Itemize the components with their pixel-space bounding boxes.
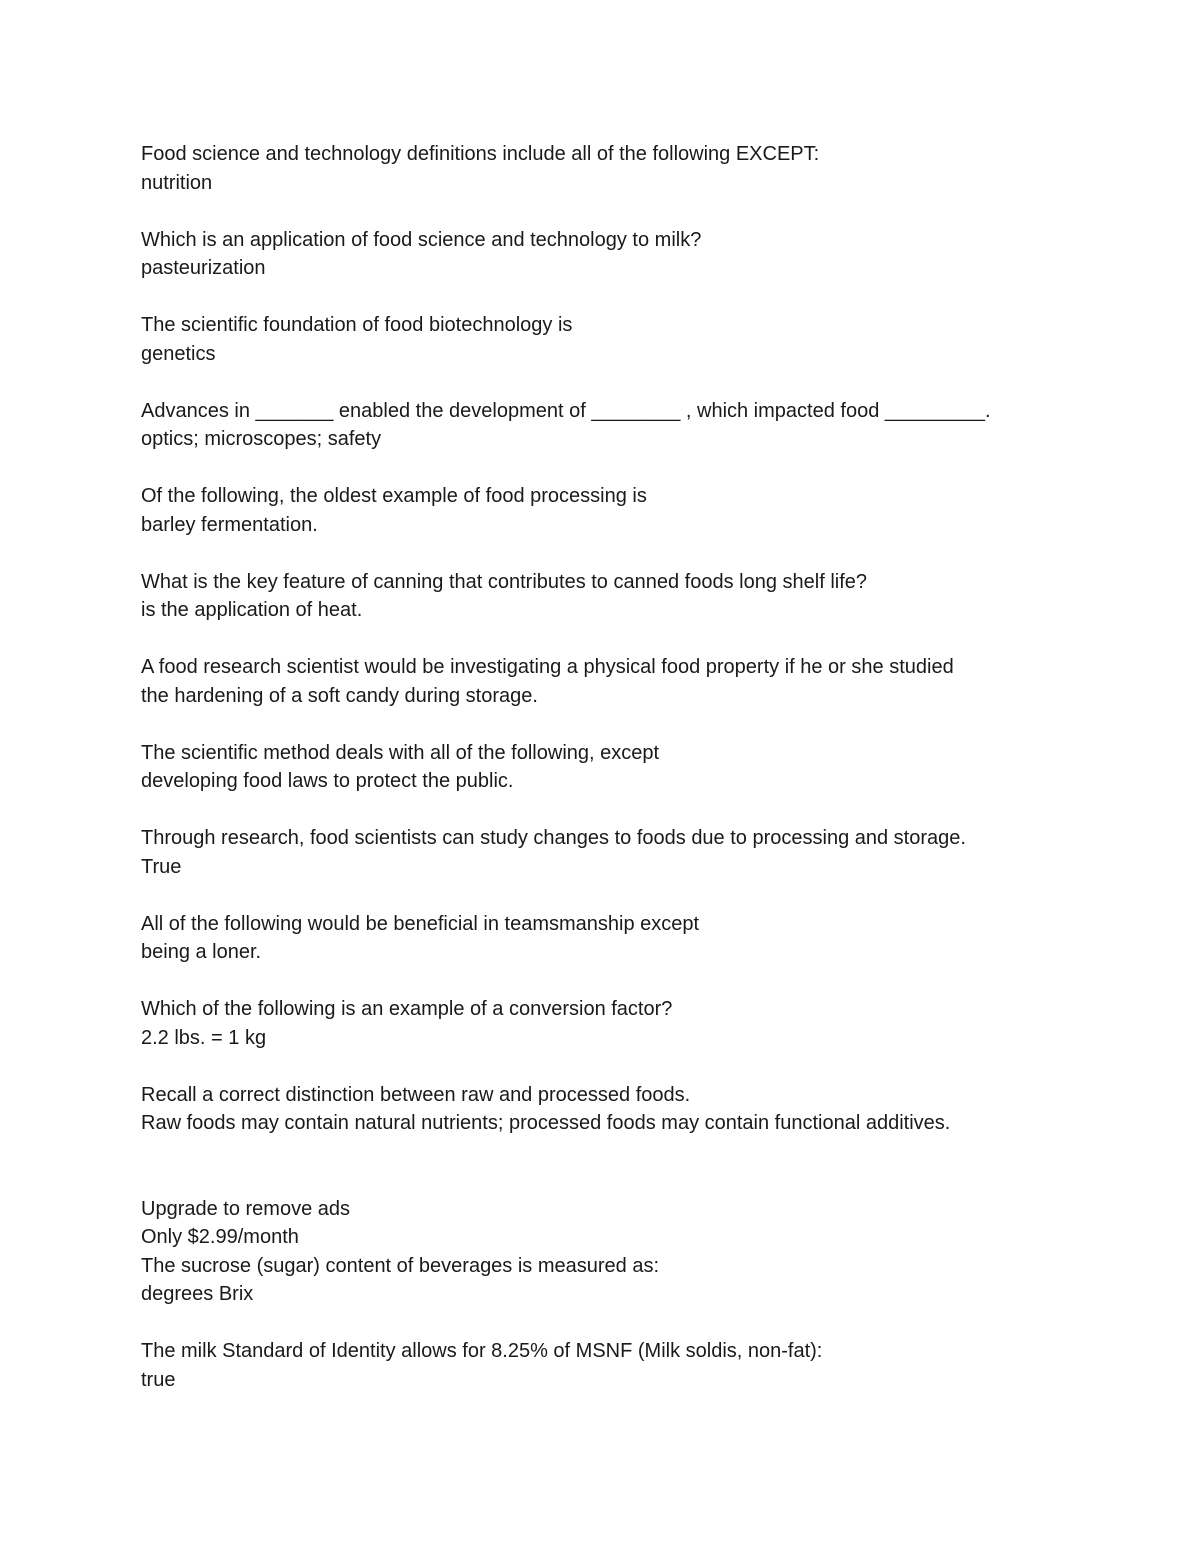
question-text: The scientific foundation of food biotechnology is xyxy=(141,314,573,336)
qa-item xyxy=(141,482,1141,539)
answer-text: degrees Brix xyxy=(141,1283,254,1305)
ad-section xyxy=(141,1166,1141,1394)
question-text: The scientific method deals with all of the following, except xyxy=(141,741,660,764)
answer-text: 2.2 lbs. = 1 kg xyxy=(141,1026,267,1049)
qa-item xyxy=(141,910,1141,967)
qa-item xyxy=(141,824,1141,881)
qa-item xyxy=(141,995,1141,1052)
qa-item xyxy=(141,1081,1141,1138)
answer-text: optics; microscopes; safety xyxy=(141,428,382,450)
qa-item xyxy=(141,739,1141,796)
qa-item xyxy=(141,397,1141,454)
question-text: Advances in _______ enabled the development of ________ , which impacted food _________. xyxy=(141,399,991,422)
answer-text: barley fermentation. xyxy=(141,513,318,536)
question-text: A food research scientist would be investigating a physical food property if he or she studied xyxy=(141,656,954,678)
question-text: Through research, food scientists can study changes to foods due to processing and storage. xyxy=(141,827,966,849)
answer-text: the hardening of a soft candy during storage. xyxy=(141,684,538,707)
question-text: Food science and technology definitions include all of the following EXCEPT: xyxy=(141,143,820,165)
qa-item xyxy=(141,311,1141,368)
blank-line xyxy=(141,1166,1141,1195)
question-text: Recall a correct distinction between raw and processed foods. xyxy=(141,1083,691,1106)
qa-item xyxy=(141,1252,1141,1309)
upgrade-link[interactable]: Upgrade to remove ads xyxy=(141,1197,351,1220)
answer-text: Raw foods may contain natural nutrients; processed foods may contain functional additives. xyxy=(141,1112,951,1134)
question-text: Which of the following is an example of a conversion factor? xyxy=(141,998,673,1020)
answer-text: genetics xyxy=(141,342,216,365)
answer-text: is the application of heat. xyxy=(141,599,363,621)
answer-text: pasteurization xyxy=(141,257,266,279)
question-text: What is the key feature of canning that contributes to canned foods long shelf life? xyxy=(141,570,868,593)
question-text: Which is an application of food science and technology to milk? xyxy=(141,228,702,251)
price-text: Only $2.99/month xyxy=(141,1226,299,1248)
qa-item xyxy=(141,140,1141,197)
question-text: The milk Standard of Identity allows for 8.25% of MSNF (Milk soldis, non-fat): xyxy=(141,1340,823,1362)
answer-text: true xyxy=(141,1368,176,1391)
answer-text: True xyxy=(141,855,182,878)
question-text: All of the following would be beneficial in teamsmanship except xyxy=(141,912,700,935)
answer-text: developing food laws to protect the public. xyxy=(141,770,514,792)
qa-item xyxy=(141,568,1141,625)
question-text: Of the following, the oldest example of food processing is xyxy=(141,485,647,507)
question-text: The sucrose (sugar) content of beverages is measured as: xyxy=(141,1254,660,1277)
qa-item xyxy=(141,1337,1141,1394)
qa-item xyxy=(141,226,1141,283)
document-page xyxy=(141,140,1141,1423)
qa-item xyxy=(141,653,1141,710)
answer-text: nutrition xyxy=(141,171,213,194)
answer-text: being a loner. xyxy=(141,941,262,963)
